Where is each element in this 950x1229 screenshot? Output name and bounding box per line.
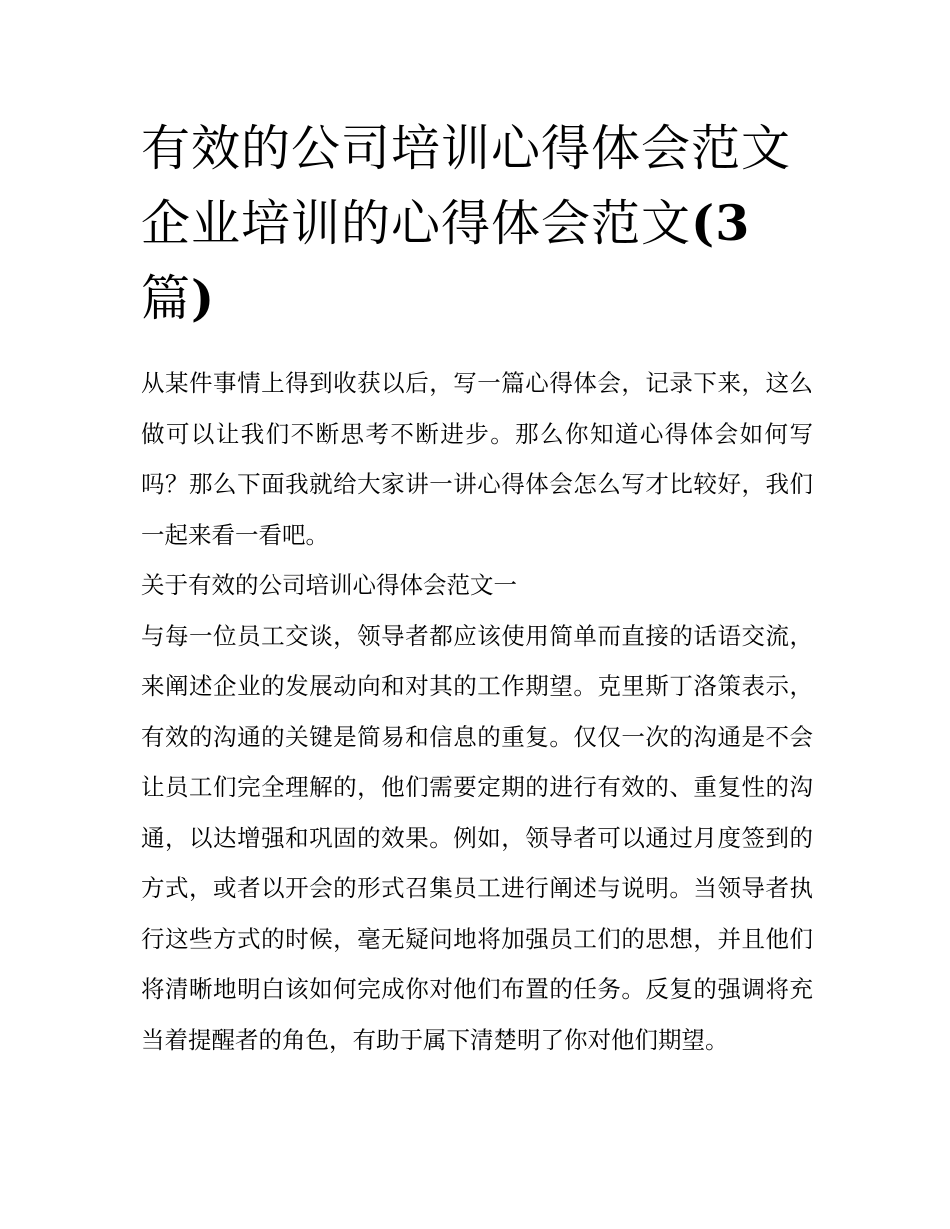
body-paragraph: 与每一位员工交谈，领导者都应该使用简单而直接的话语交流，来阐述企业的发展动向和对其的工作期望。克里斯丁洛策表示，有效的沟通的关键是简易和信息的重复。仅仅一次的沟通是不会让员工们完全理解的，他们需要定期的进行有效的、重复性的沟通，以达增强和巩固的效果。例如，领导者可以通过月度签到的方式，或者以开会的形式召集员工进行阐述与说明。当领导者执行这些方式的时候，毫无疑问地将加强员工们的思想，并且他们将清晰地明白该如何完成你对他们布置的任务。反复的强调将充当着提醒者的角色，有助于属下清楚明了你对他们期望。 xyxy=(141,621,813,1054)
title-line-3: 篇 xyxy=(141,270,192,327)
section-heading: 关于有效的公司培训心得体会范文一 xyxy=(141,571,517,599)
title-line-3-paren: ) xyxy=(191,269,216,327)
title-line-2: 企业培训的心得体会范文 xyxy=(141,195,692,252)
document-title xyxy=(141,112,813,336)
document-content xyxy=(141,112,813,1065)
intro-paragraph: 从某件事情上得到收获以后，写一篇心得体会，记录下来，这么做可以让我们不断思考不断进步。那么你知道心得体会如何写吗？那么下面我就给大家讲一讲心得体会怎么写才比较好，我们一起来看一看吧。 xyxy=(141,369,813,549)
title-line-1: 有效的公司培训心得体会范文 xyxy=(141,120,792,177)
title-line-2-paren: (3 xyxy=(691,194,751,252)
